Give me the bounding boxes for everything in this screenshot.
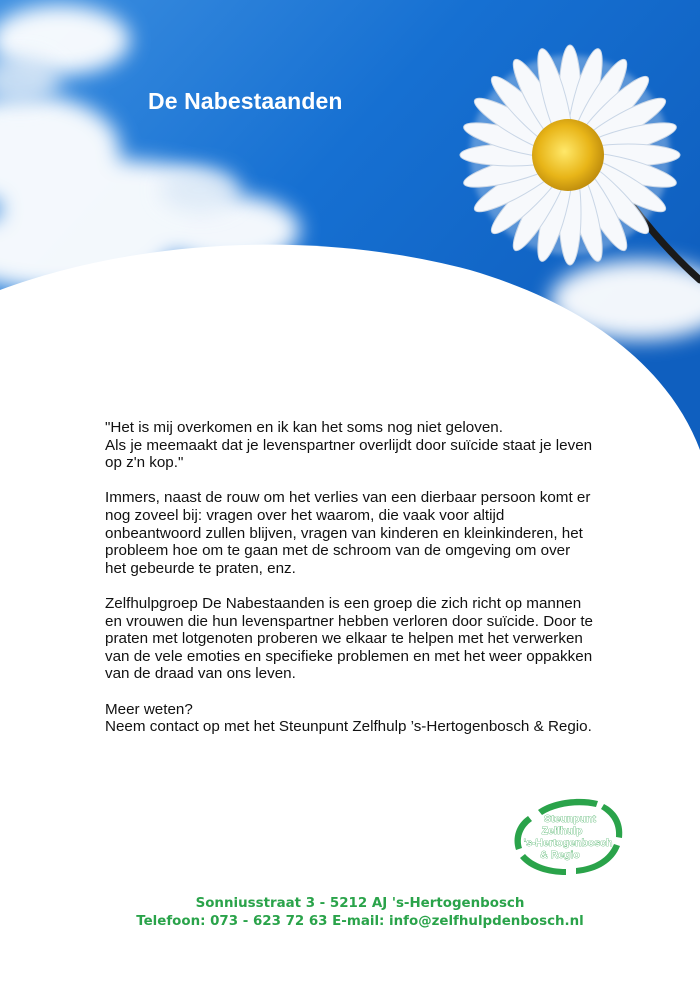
text-line: het gebeurde te praten, enz.: [105, 559, 296, 577]
footer-address: Sonniusstraat 3 - 5212 AJ 's-Hertogenbosch: [195, 896, 525, 911]
body-text: [105, 419, 615, 753]
logo-line: Zelfhulp: [541, 825, 583, 837]
steunpunt-logo: [512, 796, 624, 876]
logo-line: & Regio: [540, 849, 580, 861]
paragraph-contact: [105, 701, 615, 736]
daisy-flower: [460, 45, 680, 265]
text-line: Immers, naast de rouw om het verlies van een dierbaar persoon komt er: [105, 489, 591, 507]
text-line: nog zoveel bij: vragen over het waarom, die vaak voor altijd: [105, 506, 505, 524]
text-line: van de draad van ons leven.: [105, 665, 296, 683]
paragraph-group: [105, 595, 615, 683]
quote-paragraph: [105, 419, 615, 472]
footer-contact: Telefoon: 073 - 623 72 63 E-mail: info@zelfhulpdenbosch.nl: [136, 914, 584, 929]
text-line: probleem hoe om te gaan met de schroom van de omgeving om over: [105, 542, 571, 560]
text-line: en vrouwen die hun levenspartner hebben verloren door suïcide. Door te: [105, 612, 593, 630]
paragraph-grief: [105, 489, 615, 577]
text-line: Als je meemaakt dat je levenspartner overlijdt door suïcide staat je leven: [105, 436, 593, 454]
text-line: Meer weten?: [105, 700, 193, 718]
hero-sky-image: [0, 0, 700, 460]
text-line: op z'n kop.": [105, 454, 184, 472]
text-line: van de vele emoties en specifieke problemen en met het weer oppakken: [105, 647, 593, 665]
page-title: De Nabestaanden: [148, 88, 343, 114]
logo-line: Steunpunt: [544, 813, 596, 825]
text-line: onbeantwoord zullen blijven, vragen van kinderen en kleinkinderen, het: [105, 524, 583, 542]
text-line: Zelfhulpgroep De Nabestaanden is een groep die zich richt op mannen: [105, 594, 582, 612]
text-line: Neem contact op met het Steunpunt Zelfhulp ’s-Hertogenbosch & Regio.: [105, 718, 592, 736]
text-line: praten met lotgenoten proberen we elkaar te helpen met het verwerken: [105, 630, 583, 648]
text-line: "Het is mij overkomen en ik kan het soms nog niet geloven.: [105, 419, 503, 436]
logo-line: 's-Hertogenbosch: [523, 837, 613, 849]
footer: [0, 895, 700, 931]
